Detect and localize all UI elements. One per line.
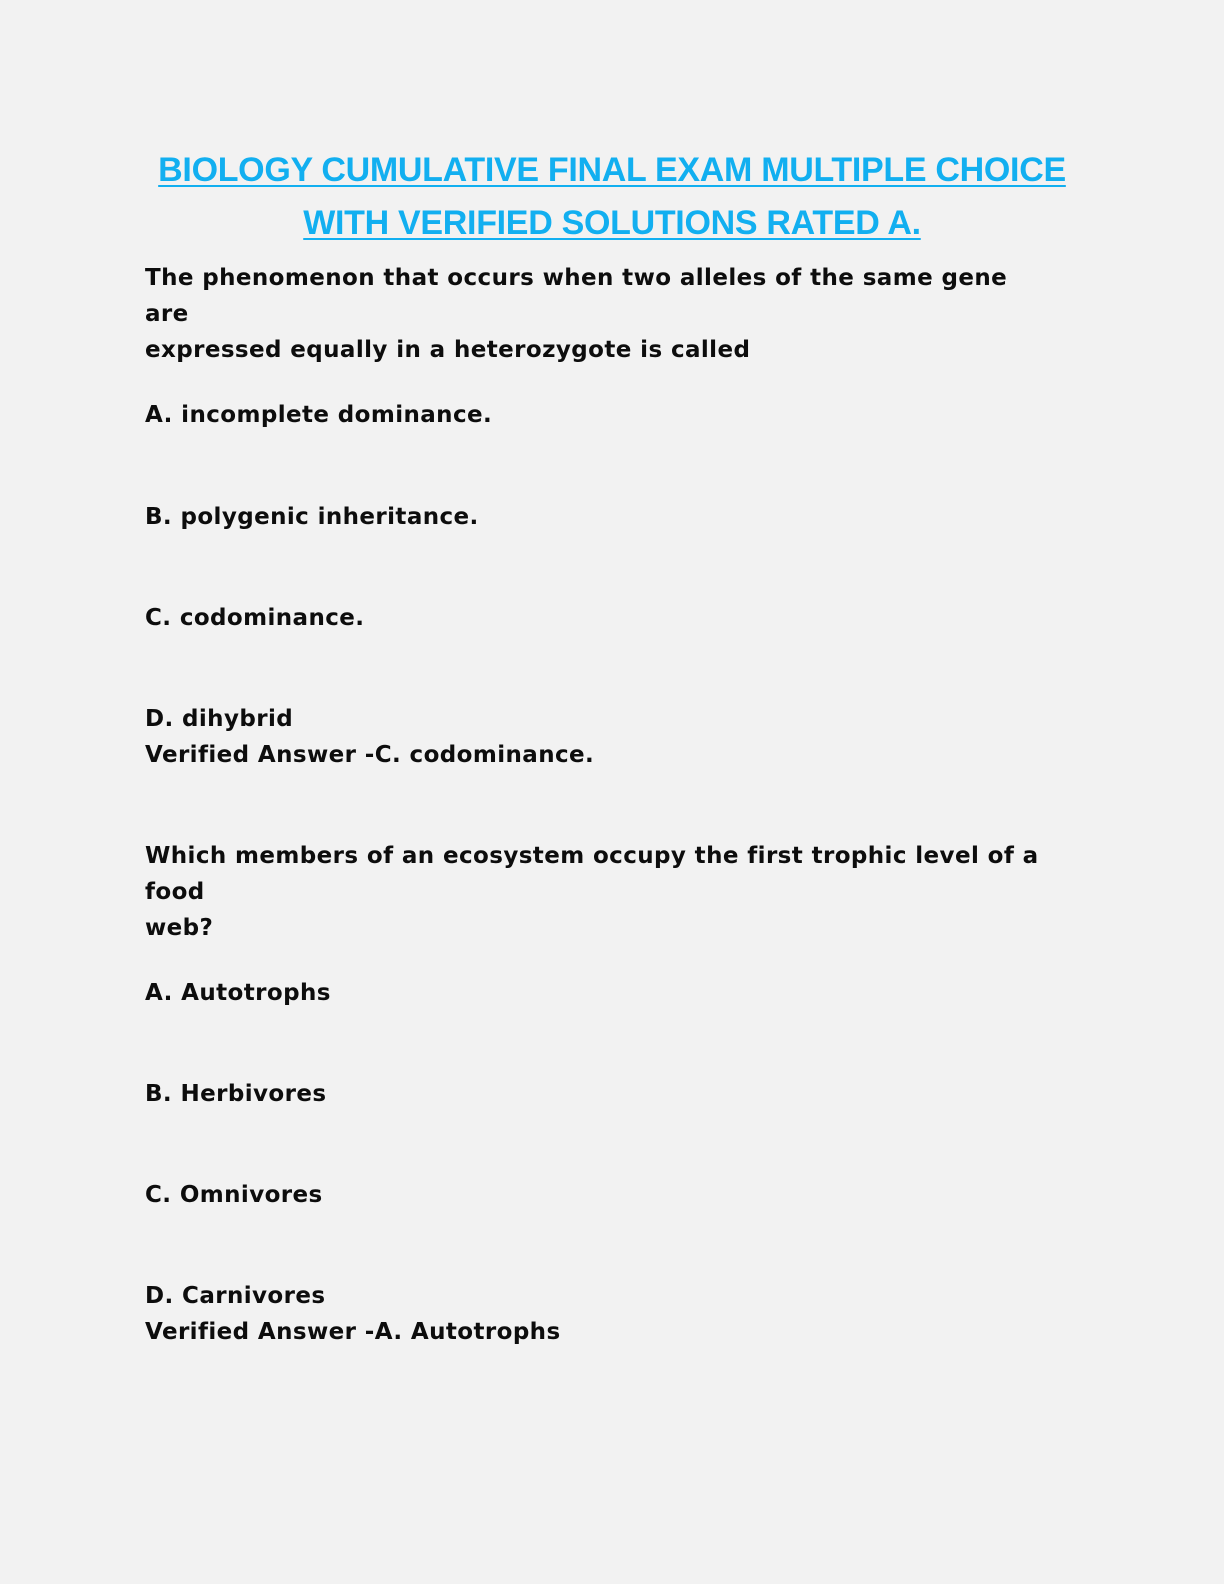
question-1-option-a: A. incomplete dominance. <box>145 402 493 428</box>
question-2-option-c: C. Omnivores <box>145 1182 323 1208</box>
title-line-2: WITH VERIFIED SOLUTIONS RATED A. <box>303 204 921 242</box>
question-1-stem-line-1: The phenomenon that occurs when two alleles of the same gene are <box>145 265 1008 327</box>
question-1-option-c: C. codominance. <box>145 605 365 631</box>
question-2-stem-line-1: Which members of an ecosystem occupy the first trophic level of a food <box>145 843 1039 905</box>
question-2-option-d: D. Carnivores Verified Answer -A. Autotrophs <box>145 1278 1045 1350</box>
question-1-option-d: D. dihybrid Verified Answer -C. codominance. <box>145 701 1045 773</box>
question-2-verified-answer: Verified Answer -A. Autotrophs <box>145 1319 561 1345</box>
question-2-stem <box>145 838 1045 946</box>
question-1-stem <box>145 260 1045 368</box>
document-title <box>100 144 1124 250</box>
question-1-stem-line-2: expressed equally in a heterozygote is called <box>145 337 751 363</box>
question-1-verified-answer: Verified Answer -C. codominance. <box>145 742 595 768</box>
question-2-option-b: B. Herbivores <box>145 1081 327 1107</box>
question-2-option-a: A. Autotrophs <box>145 980 331 1006</box>
question-2-stem-line-2: web? <box>145 915 214 941</box>
title-line-1: BIOLOGY CUMULATIVE FINAL EXAM MULTIPLE CHOICE <box>158 151 1066 189</box>
question-1-option-b: B. polygenic inheritance. <box>145 504 479 530</box>
